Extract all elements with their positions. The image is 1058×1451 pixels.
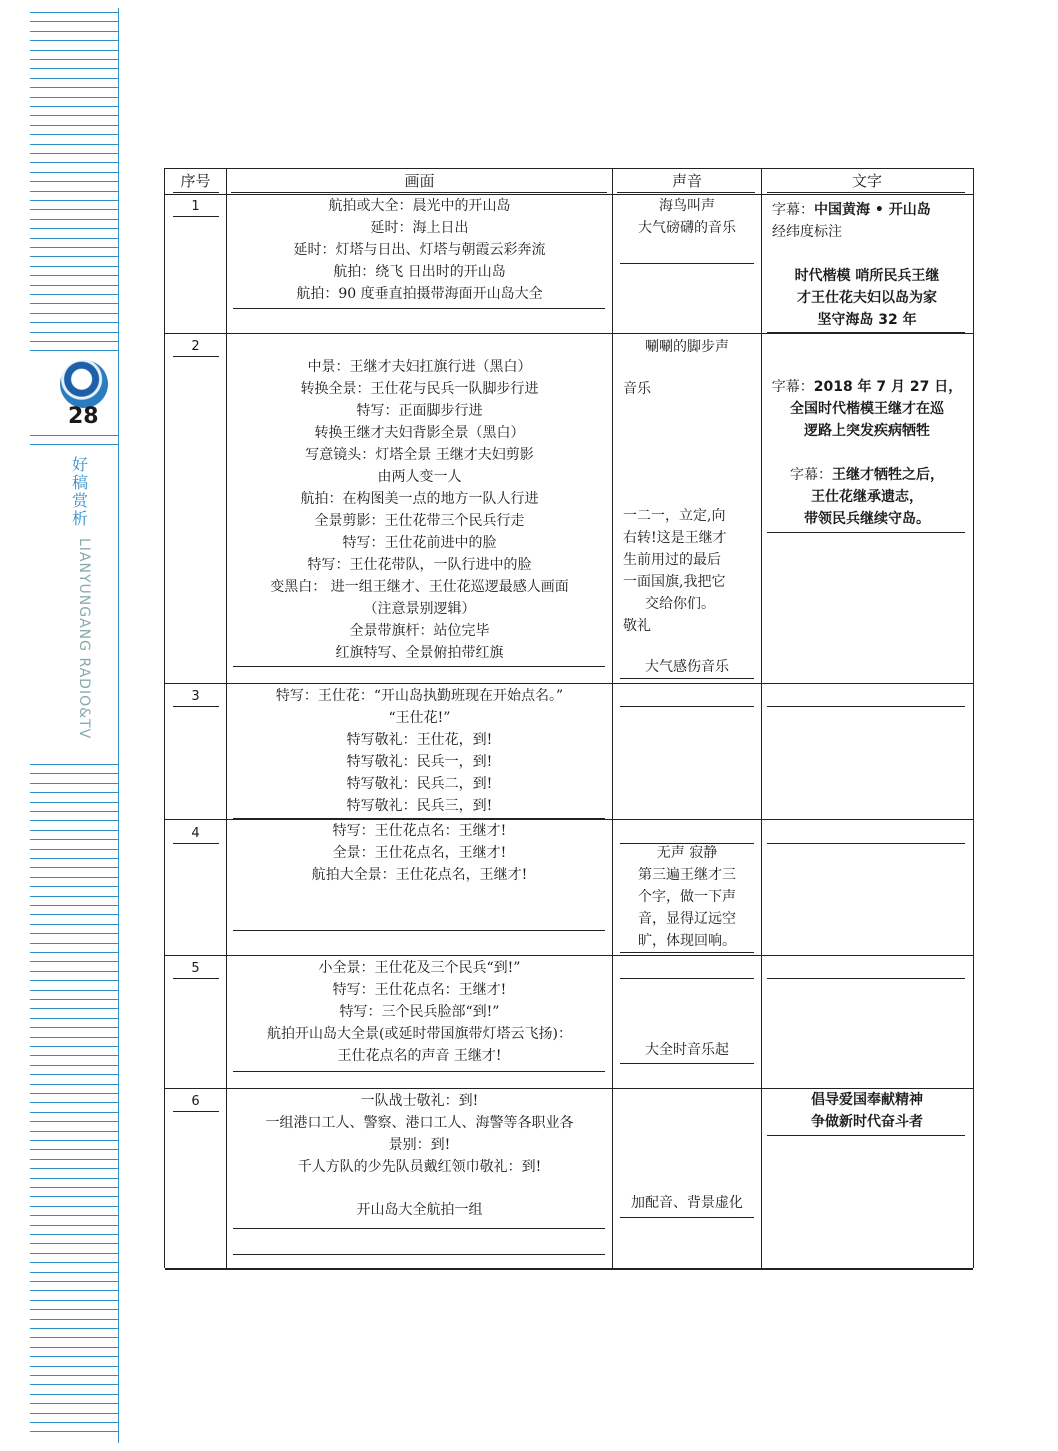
section-title: 好稿赏析 <box>72 455 89 528</box>
stripe-line <box>30 172 118 173</box>
stripe-line <box>30 1008 118 1009</box>
stripe-line <box>30 1187 118 1188</box>
stripe-line <box>30 773 118 774</box>
side-decoration <box>30 0 120 1451</box>
picture-cell: 特写：王仕花点名：王继才! 全景：王仕花点名，王继才! 航拍大全景：王仕花点名，王继才! <box>311 823 528 883</box>
stripe-line <box>30 247 118 248</box>
stripe-line <box>30 1093 118 1094</box>
stripe-line <box>30 1413 118 1414</box>
storyboard-table <box>164 168 974 1268</box>
stripe-line <box>30 764 118 765</box>
stripe-line <box>30 1328 118 1329</box>
stripe-line <box>30 952 118 953</box>
sound-music: 音乐 <box>623 381 651 397</box>
header-text: 文字 <box>851 172 882 190</box>
stripe-line <box>30 1206 118 1207</box>
stripe-line <box>30 303 118 304</box>
stripe-line <box>30 1159 118 1160</box>
stripe-line <box>30 200 118 201</box>
stripe-line <box>30 999 118 1000</box>
header-picture: 画面 <box>404 172 435 190</box>
stripe-line <box>30 1366 118 1367</box>
stripe-line <box>30 1037 118 1038</box>
stripe-line <box>30 830 118 831</box>
stripe-line <box>30 1243 118 1244</box>
stripe-line <box>30 849 118 850</box>
stripe-line <box>30 106 118 107</box>
stripe-line <box>30 896 118 897</box>
stripe-line <box>30 294 118 295</box>
stripe-line <box>30 1027 118 1028</box>
stripe-line <box>30 228 118 229</box>
stripe-line <box>30 1337 118 1338</box>
stripe-line <box>30 1112 118 1113</box>
stripe-line <box>30 1300 118 1301</box>
stripe-line <box>30 924 118 925</box>
text-cell: 字幕：2018 年 7 月 27 日， 全国时代楷模王继才在巡 逻路上突发疾病牺牲 <box>771 379 963 439</box>
row-number: 3 <box>191 689 200 704</box>
stripe-line <box>30 1055 118 1056</box>
stripe-line <box>30 162 118 163</box>
picture-cell: 航拍或大全：晨光中的开山岛 延时：海上日出 延时：灯塔与日出、灯塔与朝霞云彩奔流 航拍：绕飞 日出时的开山岛 航拍：90 度垂直拍摄带海面开山岛大全 <box>293 198 546 302</box>
stripe-line <box>30 905 118 906</box>
stripe-line <box>30 1403 118 1404</box>
stripe-line <box>30 1131 118 1132</box>
stripe-line <box>30 209 118 210</box>
stripe-line <box>30 444 118 445</box>
sound-cell: 唰唰的脚步声 <box>645 339 729 355</box>
stripe-line <box>30 219 118 220</box>
stripe-line <box>30 125 118 126</box>
text-cell-2: 字幕：王继才牺牲之后， 王仕花继承遗志， 带领民兵继续守岛。 <box>790 467 944 527</box>
stripe-line <box>30 115 118 116</box>
magazine-logo-icon <box>60 360 108 408</box>
brand-vertical-text: LIANYUNGANG RADIO&TV <box>76 538 92 740</box>
stripe-line <box>30 40 118 41</box>
stripe-line <box>30 1384 118 1385</box>
stripe-line <box>30 78 118 79</box>
stripe-line <box>30 1281 118 1282</box>
stripe-line <box>30 1309 118 1310</box>
stripe-line <box>30 1290 118 1291</box>
stripe-line <box>30 1074 118 1075</box>
stripe-line <box>30 1422 118 1423</box>
stripe-line <box>30 783 118 784</box>
stripe-line <box>30 990 118 991</box>
stripe-line <box>30 1394 118 1395</box>
stripe-line <box>30 1018 118 1019</box>
stripe-line <box>30 980 118 981</box>
stripe-line <box>30 144 118 145</box>
sound-cell: 海鸟叫声 大气磅礴的音乐 <box>638 198 736 236</box>
text-cell: 倡导爱国奉献精神 争做新时代奋斗者 <box>811 1092 923 1130</box>
stripe-line <box>30 1178 118 1179</box>
stripe-line <box>30 1065 118 1066</box>
stripe-line <box>30 877 118 878</box>
sound-cell: 大全时音乐起 <box>645 1042 729 1058</box>
stripe-line <box>30 1149 118 1150</box>
stripe-line <box>30 1375 118 1376</box>
row-number: 5 <box>191 961 200 976</box>
stripe-line <box>30 1121 118 1122</box>
stripe-line <box>30 1046 118 1047</box>
stripe-line <box>30 181 118 182</box>
stripe-line <box>30 858 118 859</box>
stripe-line <box>30 275 118 276</box>
header-sound: 声音 <box>671 172 702 190</box>
stripe-line <box>30 839 118 840</box>
stripe-line <box>30 1431 118 1432</box>
stripe-line <box>30 31 118 32</box>
stripe-line <box>30 256 118 257</box>
stripe-line <box>30 68 118 69</box>
stripe-line <box>30 1319 118 1320</box>
stripe-line <box>30 21 118 22</box>
stripe-line <box>30 943 118 944</box>
stripe-line <box>30 12 118 13</box>
picture-cell: 中景：王继才夫妇扛旗行进（黑白） 转换全景：王仕花与民兵一队脚步行进 特写：正面脚步行进 转换王继才夫妇背影全景（黑白） 写意镜头：灯塔全景 王继才夫妇剪影 由两人变一人 航拍：在构图美一点的地方一队人行进 全景剪影：王仕花带三个民兵行走 特写：王仕花前进中的脸 特写：王仕花带队，一队行进中的脸 变黑白： 进一组王继才、王仕花巡逻最感人画面 （注意景别逻辑） 全景带旗杆：站位完毕 红旗特写、全景俯拍带红旗 <box>270 359 569 661</box>
stripe-line <box>30 802 118 803</box>
stripe-line <box>30 933 118 934</box>
sound-dialogue: 一二一，立定,向 右转!这是王继才 生前用过的最后 一面国旗,我把它 交给你们。 敬礼 <box>623 508 727 634</box>
picture-cell-b: 开山岛大全航拍一组 <box>356 1202 483 1218</box>
stripe-line <box>30 1234 118 1235</box>
picture-cell: 一队战士敬礼：到! 一组港口工人、警察、港口工人、海警等各职业各 景别：到! 千人方队的少先队员戴红领巾敬礼：到! <box>265 1093 574 1175</box>
stripe-line <box>30 97 118 98</box>
row-number: 2 <box>191 339 200 354</box>
stripe-line <box>30 285 118 286</box>
stripe-line <box>30 1084 118 1085</box>
stripe-border <box>118 8 119 1443</box>
picture-cell: 小全景：王仕花及三个民兵“到!” 特写：王仕花点名：王继才! 特写：三个民兵脸部“到!” 航拍开山岛大全景(或延时带国旗带灯塔云飞扬)： 王仕花点名的声音 王继才! <box>267 960 572 1064</box>
stripe-line <box>30 191 118 192</box>
stripe-line <box>30 134 118 135</box>
stripe-line <box>30 1140 118 1141</box>
caption-text: 时代楷模 哨所民兵王继 才王仕花夫妇以岛为家 坚守海岛 32 年 <box>794 268 940 328</box>
stripe-line <box>30 1347 118 1348</box>
page-number: 28 <box>68 404 99 429</box>
stripe-line <box>30 886 118 887</box>
stripe-line <box>30 266 118 267</box>
stripe-line <box>30 971 118 972</box>
stripe-line <box>30 341 118 342</box>
row-number: 1 <box>191 199 200 214</box>
stripe-line <box>30 50 118 51</box>
row-number: 6 <box>191 1094 200 1109</box>
stripe-line <box>30 1356 118 1357</box>
sound-cell: 无声 寂静 第三遍王继才三 个字，做一下声 音，显得辽远空 旷，体现回响。 <box>638 845 736 949</box>
stripe-line <box>30 238 118 239</box>
stripe-line <box>30 313 118 314</box>
stripe-line <box>30 153 118 154</box>
text-cell: 字幕：中国黄海 • 开山岛 经纬度标注 <box>772 202 931 240</box>
stripe-line <box>30 332 118 333</box>
sound-music-2: 大气感伤音乐 <box>645 659 729 675</box>
stripe-line <box>30 1102 118 1103</box>
stripe-line <box>30 87 118 88</box>
stripe-line <box>30 350 118 351</box>
stripe-line <box>30 59 118 60</box>
stripe-line <box>30 1272 118 1273</box>
stripe-line <box>30 1225 118 1226</box>
stripe-line <box>30 322 118 323</box>
stripe-line <box>30 1215 118 1216</box>
stripe-line <box>30 867 118 868</box>
row-number: 4 <box>191 826 200 841</box>
stripe-line <box>30 820 118 821</box>
stripe-line <box>30 792 118 793</box>
stripe-line <box>30 1196 118 1197</box>
stripe-line <box>30 1168 118 1169</box>
stripe-line <box>30 435 118 436</box>
stripe-line <box>30 914 118 915</box>
stripe-line <box>30 811 118 812</box>
stripe-line <box>30 1262 118 1263</box>
header-seq: 序号 <box>180 172 211 190</box>
stripe-line <box>30 1253 118 1254</box>
picture-cell: 特写：王仕花：“开山岛执勤班现在开始点名。” “王仕花!” 特写敬礼：王仕花，到! 特写敬礼：民兵一，到! 特写敬礼：民兵二，到! 特写敬礼：民兵三，到! <box>275 688 564 814</box>
stripe-line <box>30 961 118 962</box>
sound-cell: 加配音、背景虚化 <box>631 1195 743 1211</box>
